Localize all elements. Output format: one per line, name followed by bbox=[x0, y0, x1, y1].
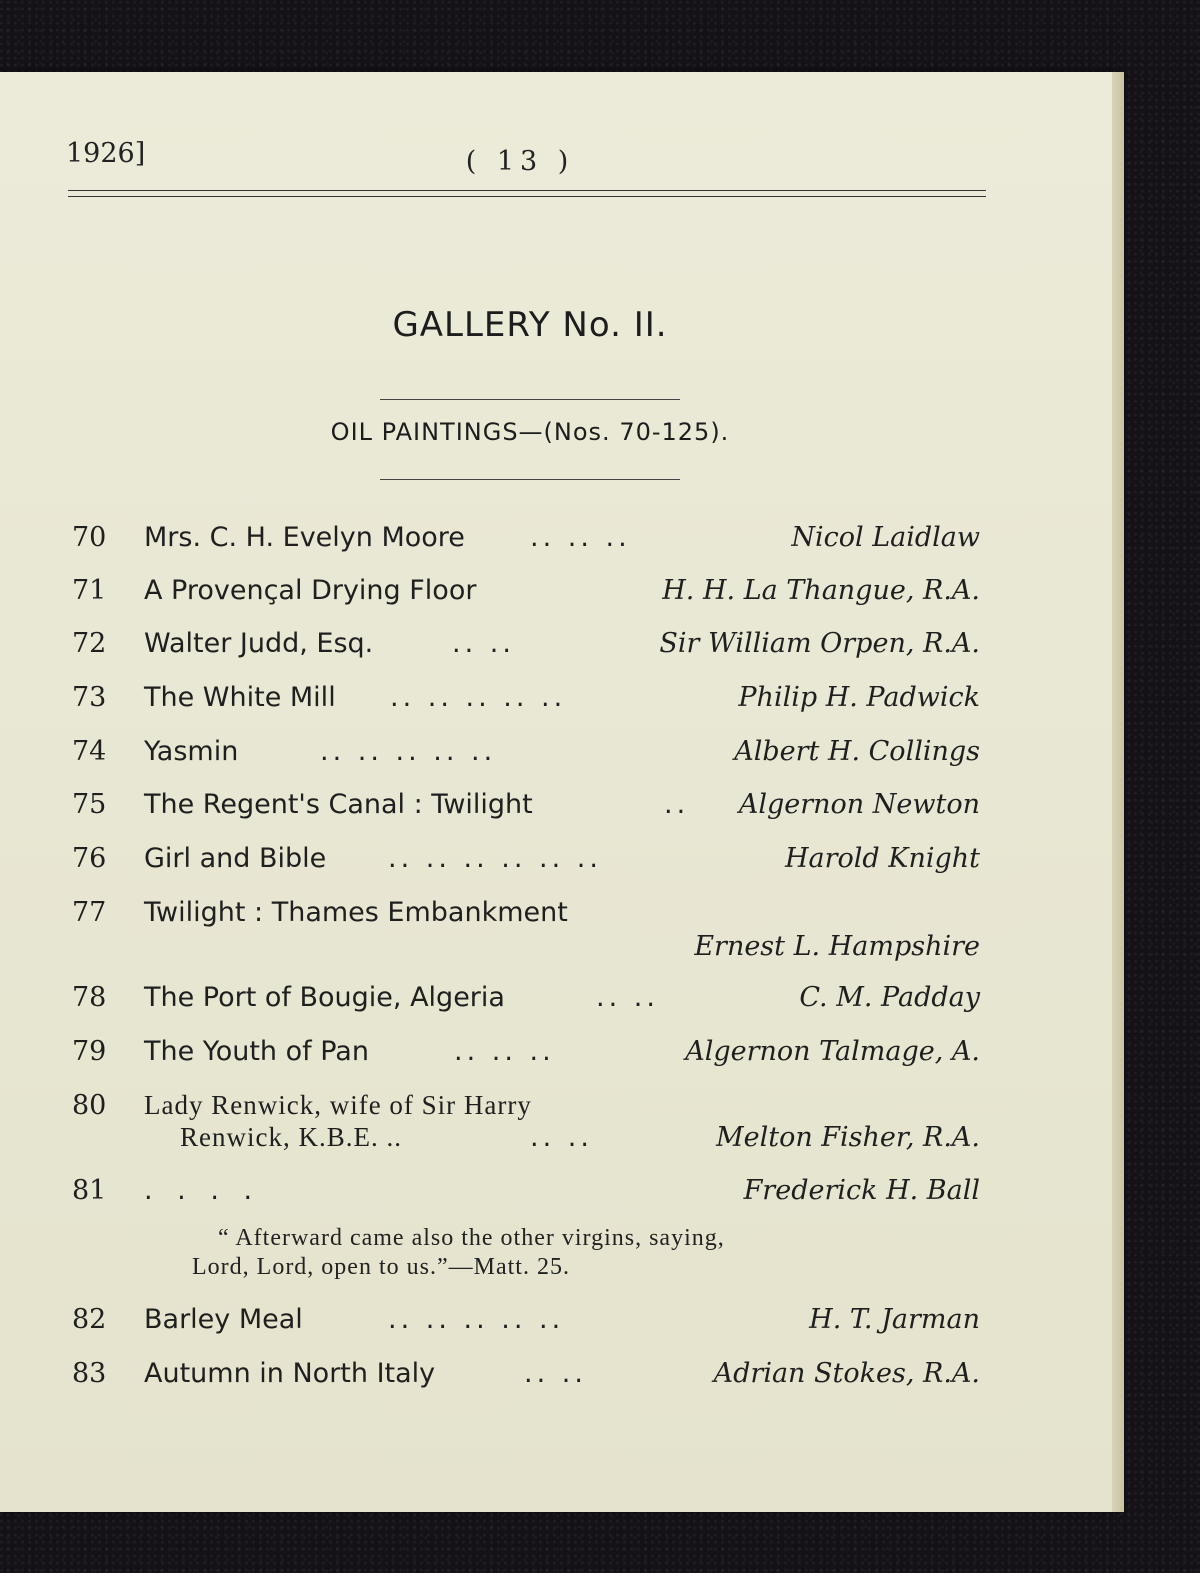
entry-artist: Frederick H. Ball bbox=[743, 1175, 980, 1206]
catalogue-entry bbox=[0, 575, 1000, 615]
catalogue-entry bbox=[0, 1304, 1000, 1344]
entry-title-continuation: Renwick, K.B.E. .. bbox=[180, 1122, 402, 1152]
section-title: OIL PAINTINGS—(Nos. 70-125). bbox=[330, 418, 730, 446]
entry-number: 82 bbox=[72, 1304, 107, 1335]
entry-artist: Adrian Stokes, R.A. bbox=[713, 1358, 980, 1389]
entry-number: 71 bbox=[72, 575, 107, 606]
entry-title: A Provençal Drying Floor bbox=[144, 575, 477, 606]
entry-artist: Ernest L. Hampshire bbox=[694, 931, 980, 962]
header-rule-top bbox=[68, 190, 986, 191]
entry-number: 70 bbox=[72, 522, 107, 553]
entry-number: 81 bbox=[72, 1175, 107, 1206]
quote-line: Lord, Lord, open to us.”—Matt. 25. bbox=[192, 1254, 570, 1280]
entry-title: The White Mill bbox=[144, 682, 336, 713]
entry-title: The Port of Bougie, Algeria bbox=[144, 982, 505, 1013]
catalogue-entry bbox=[0, 1036, 1000, 1076]
entry-artist: H. H. La Thangue, R.A. bbox=[662, 575, 980, 606]
leader-dots: .. .. .. .. .. bbox=[390, 682, 567, 713]
entry-artist: C. M. Padday bbox=[799, 982, 980, 1013]
entry-number: 72 bbox=[72, 628, 107, 659]
quote-line: “ Afterward came also the other virgins, saying, bbox=[218, 1225, 725, 1251]
header-year: 1926] bbox=[66, 138, 146, 169]
entry-number: 73 bbox=[72, 682, 107, 713]
entry-title: Walter Judd, Esq. bbox=[144, 628, 374, 659]
entry-title: Lady Renwick, wife of Sir Harry bbox=[144, 1090, 532, 1120]
entry-artist: Algernon Newton bbox=[738, 789, 980, 820]
entry-artist: Melton Fisher, R.A. bbox=[715, 1122, 980, 1153]
entry-title: . . . . bbox=[144, 1175, 261, 1206]
entry-title: Girl and Bible bbox=[144, 843, 327, 874]
leader-dots: .. .. .. .. .. bbox=[320, 736, 497, 767]
catalogue-entry bbox=[0, 1358, 1000, 1398]
catalogue-entry bbox=[0, 736, 1000, 776]
entry-title: Twilight : Thames Embankment bbox=[144, 897, 568, 928]
leader-dots: .. bbox=[664, 789, 690, 820]
catalogue-entry bbox=[0, 789, 1000, 829]
entry-artist: Albert H. Collings bbox=[734, 736, 980, 767]
entry-title: Autumn in North Italy bbox=[144, 1358, 436, 1389]
entry-number: 76 bbox=[72, 843, 107, 874]
entry-number: 75 bbox=[72, 789, 107, 820]
gallery-title: GALLERY No. II. bbox=[392, 305, 668, 345]
entry-artist: Nicol Laidlaw bbox=[791, 522, 980, 553]
catalogue-entry bbox=[0, 982, 1000, 1022]
leader-dots: .. .. .. bbox=[454, 1036, 555, 1067]
leader-dots: .. .. .. .. .. .. bbox=[388, 843, 602, 874]
title-rule-lower bbox=[380, 479, 680, 480]
catalogue-entry-continuation bbox=[0, 1122, 1000, 1162]
entry-title: Yasmin bbox=[144, 736, 239, 767]
page-edge bbox=[1112, 72, 1124, 1512]
catalogue-entry bbox=[0, 1175, 1000, 1215]
leader-dots: .. .. bbox=[596, 982, 659, 1013]
catalogue-entry-continuation bbox=[0, 931, 1000, 971]
entry-title: The Youth of Pan bbox=[144, 1036, 369, 1067]
entry-number: 83 bbox=[72, 1358, 107, 1389]
entry-number: 78 bbox=[72, 982, 107, 1013]
leader-dots: .. .. bbox=[452, 628, 515, 659]
entry-title: The Regent's Canal : Twilight bbox=[144, 789, 533, 820]
entry-artist: Sir William Orpen, R.A. bbox=[659, 628, 980, 659]
entry-title: Mrs. C. H. Evelyn Moore bbox=[144, 522, 465, 553]
leader-dots: .. .. bbox=[524, 1358, 587, 1389]
entry-number: 74 bbox=[72, 736, 107, 767]
title-rule-upper bbox=[380, 399, 680, 400]
leader-dots: .. .. .. .. .. bbox=[388, 1304, 565, 1335]
entry-number: 79 bbox=[72, 1036, 107, 1067]
entry-title: Barley Meal bbox=[144, 1304, 303, 1335]
entry-artist: H. T. Jarman bbox=[809, 1304, 980, 1335]
catalogue-entry bbox=[0, 628, 1000, 668]
entry-number: 80 bbox=[72, 1090, 107, 1121]
header-page-number: ( 13 ) bbox=[465, 146, 575, 177]
catalogue-entry bbox=[0, 843, 1000, 883]
header-rule-bottom bbox=[68, 196, 986, 197]
catalogue-entry bbox=[0, 682, 1000, 722]
entry-artist: Algernon Talmage, A. bbox=[685, 1036, 980, 1067]
leader-dots: .. .. .. bbox=[530, 522, 631, 553]
leader-dots: .. .. bbox=[530, 1122, 593, 1153]
entry-artist: Harold Knight bbox=[784, 843, 980, 874]
entry-number: 77 bbox=[72, 897, 107, 928]
entry-artist: Philip H. Padwick bbox=[738, 682, 980, 713]
catalogue-entry bbox=[0, 522, 1000, 562]
